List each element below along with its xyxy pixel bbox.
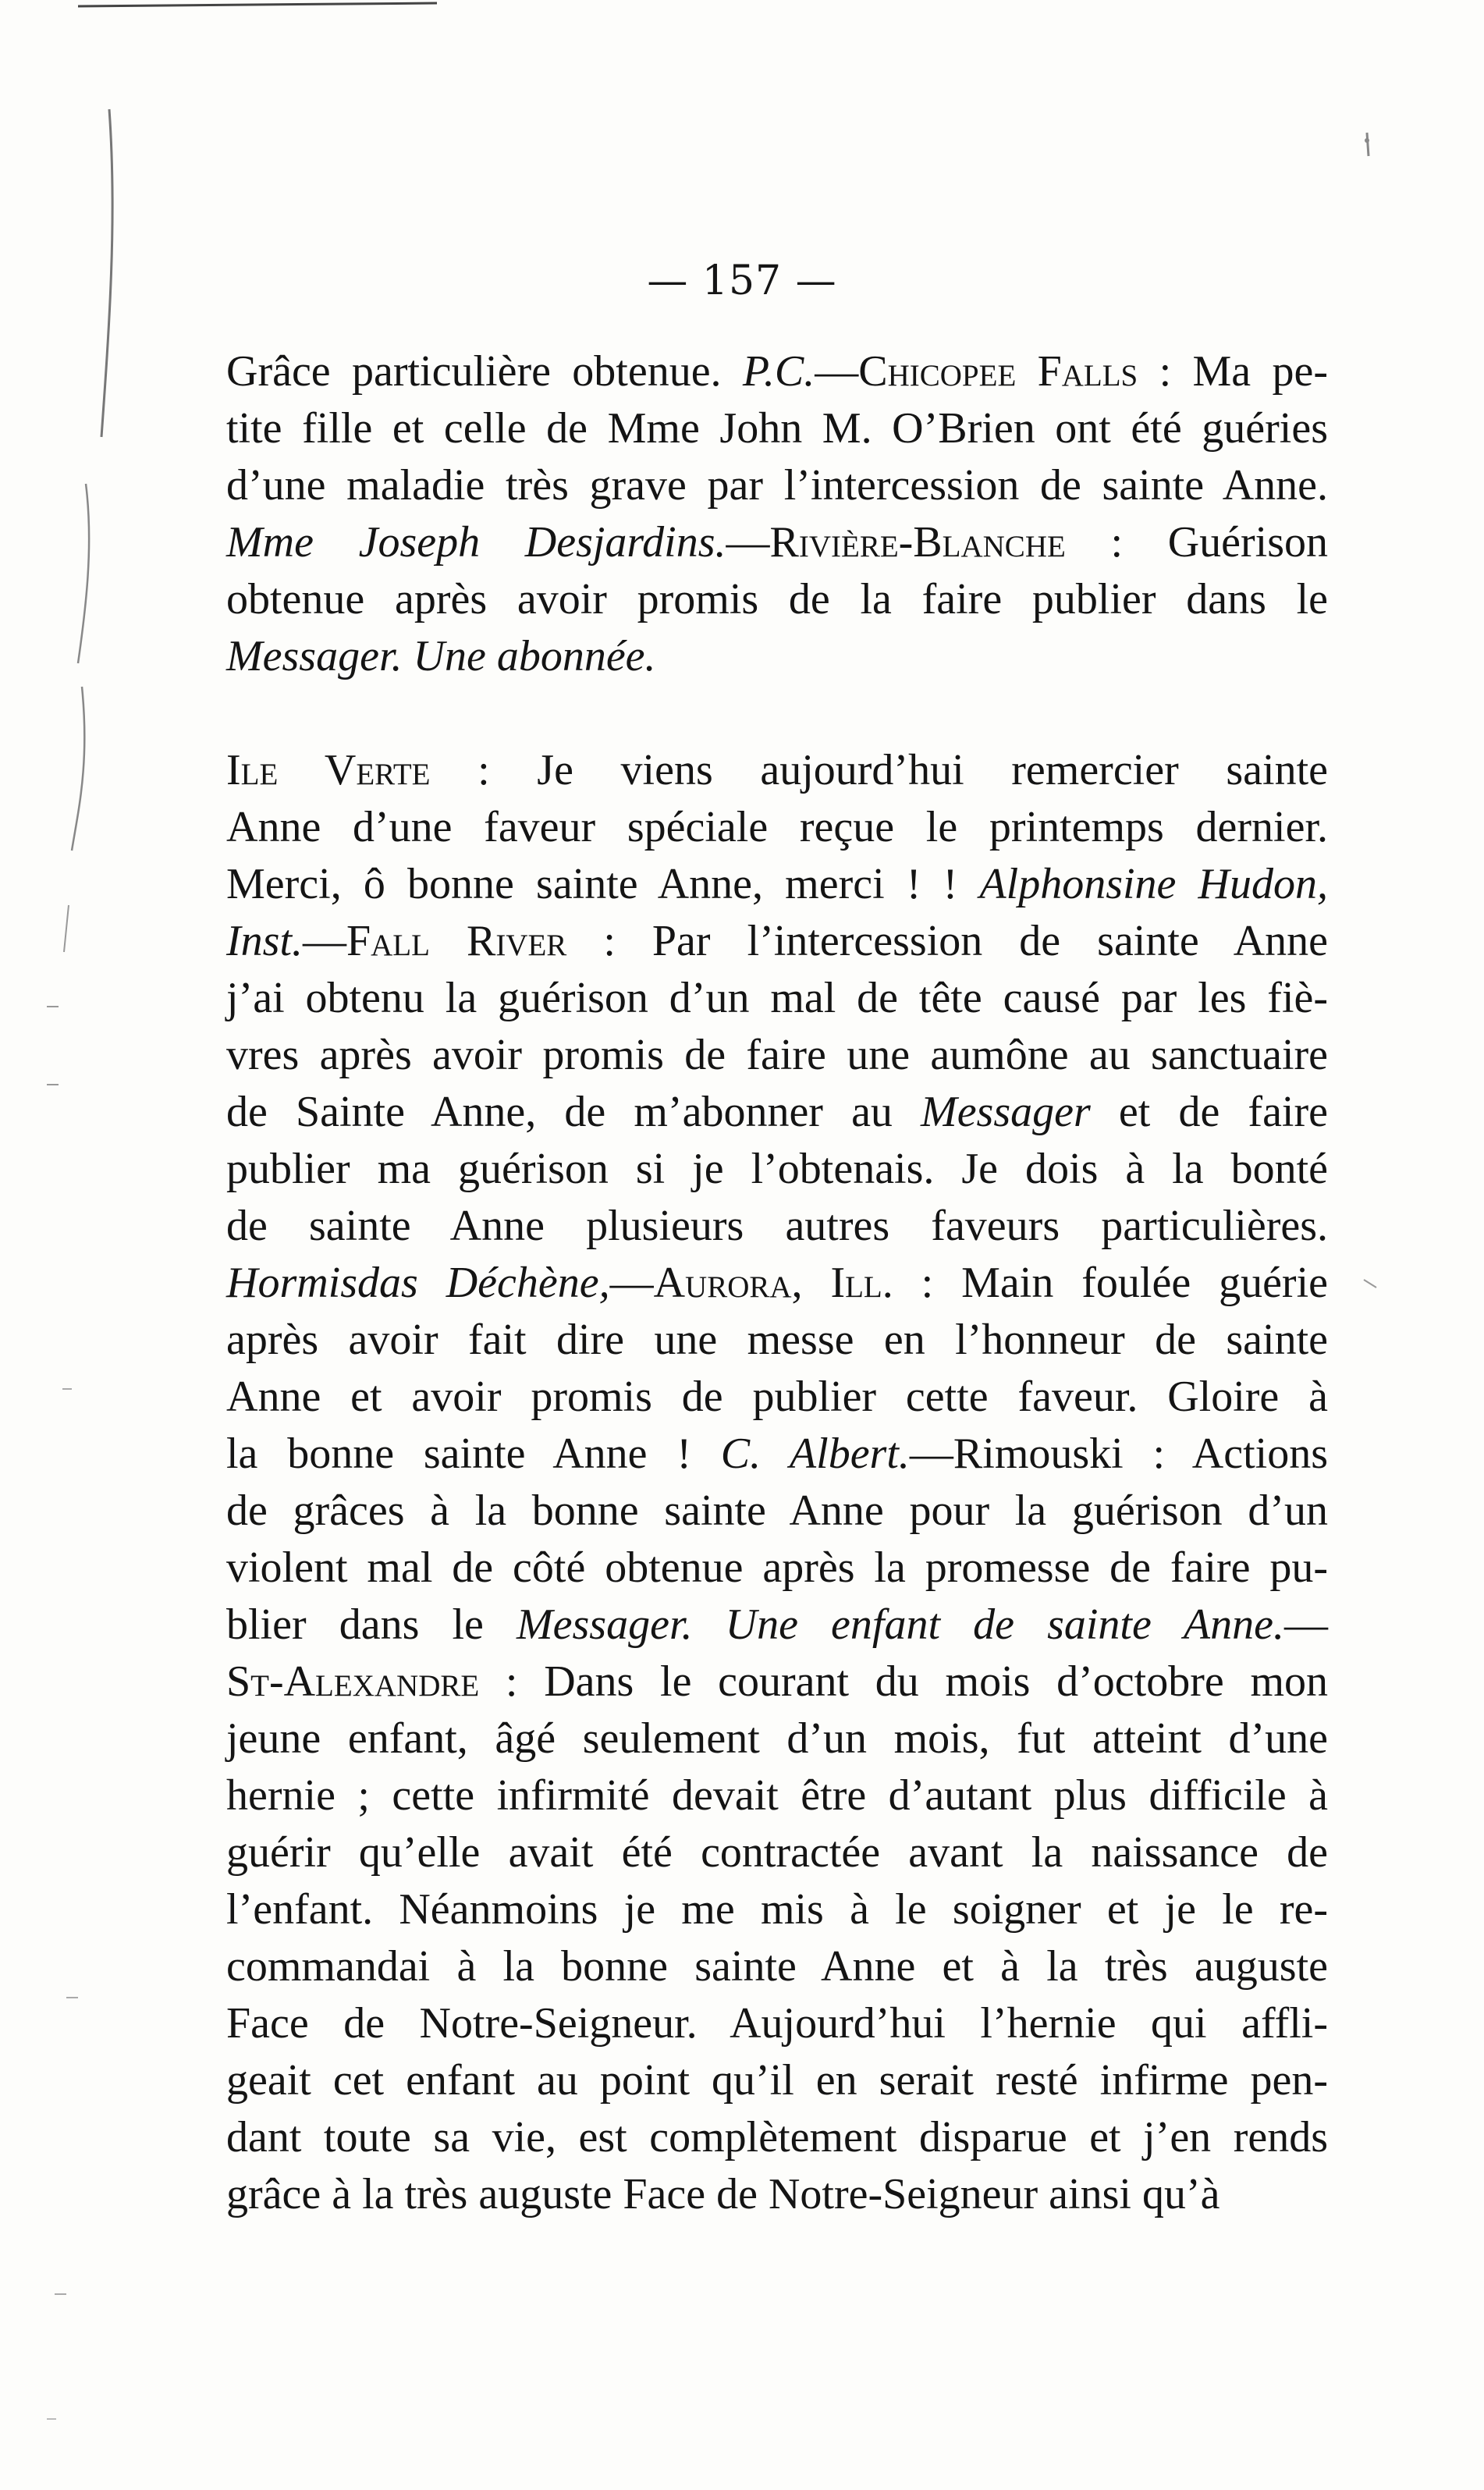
text-line — [226, 1824, 1328, 1881]
text-segment: j’ai obtenu la guérison d’un mal de tête causé par les fiè- — [226, 974, 1328, 1022]
text-line — [226, 742, 1328, 799]
text-segment: : Je viens aujourd’hui remercier sainte — [430, 746, 1328, 794]
text-line — [226, 799, 1328, 856]
text-line — [226, 1540, 1328, 1597]
text-segment: blier dans le — [226, 1600, 517, 1649]
text-line — [226, 2052, 1328, 2109]
text-segment: Anne d’une faveur spéciale reçue le printemps dernier. — [226, 803, 1328, 851]
text-segment: — — [1284, 1600, 1328, 1649]
text-segment: hernie ; cette infirmité devait être d’autant plus difficile à — [226, 1771, 1328, 1820]
text-line — [226, 1198, 1328, 1255]
text-segment: après avoir fait dire une messe en l’honneur de sainte — [226, 1316, 1328, 1364]
text-segment: Grâce particulière obtenue. — [226, 347, 743, 396]
text-line — [226, 1369, 1328, 1426]
text-line — [226, 1426, 1328, 1483]
text-segment: publier ma guérison si je l’obtenais. Je dois à la bonté — [226, 1145, 1328, 1193]
text-segment: guérir qu’elle avait été contractée avant la naissance de — [226, 1828, 1328, 1877]
page-text — [226, 343, 1328, 2223]
text-line — [226, 1881, 1328, 1938]
text-segment: —Rimouski : Actions — [909, 1430, 1329, 1478]
page-number: — 157 — — [647, 258, 837, 304]
text-segment: Messager. Une abonnée. — [226, 632, 656, 680]
text-segment: — — [726, 518, 770, 567]
text-segment: d’une maladie très grave par l’intercession de sainte Anne. — [226, 461, 1328, 510]
text-segment: Anne et avoir promis de publier cette faveur. Gloire à — [226, 1373, 1328, 1421]
text-segment: Rivière-Blanche — [769, 518, 1066, 567]
text-segment: de Sainte Anne, de m’abonner au — [226, 1088, 921, 1136]
text-line — [226, 400, 1328, 457]
text-line — [226, 343, 1328, 400]
text-segment: tite fille et celle de Mme John M. O’Brien ont été guéries — [226, 404, 1328, 453]
text-segment: dant toute sa vie, est complètement disparue et j’en rends — [226, 2113, 1328, 2161]
text-segment: Hormisdas Déchène, — [226, 1259, 610, 1307]
text-segment: C. Albert. — [720, 1430, 910, 1478]
text-segment: : Ma pe- — [1138, 347, 1328, 396]
text-segment: l’enfant. Néanmoins je me mis à le soigner et je le re- — [226, 1885, 1328, 1934]
text-segment: la bonne sainte Anne ! — [226, 1430, 721, 1478]
text-line — [226, 571, 1328, 628]
text-segment: — — [815, 347, 859, 396]
text-line — [226, 1027, 1328, 1084]
text-segment: Face de Notre-Seigneur. Aujourd’hui l’hernie qui affli- — [226, 1999, 1328, 2048]
text-segment: : Guérison — [1065, 518, 1328, 567]
text-segment: Mme Joseph Desjardins. — [226, 518, 726, 567]
text-segment: grâce à la très auguste Face de Notre-Seigneur ainsi qu’à — [226, 2170, 1220, 2218]
text-segment: Merci, ô bonne sainte Anne, merci ! ! — [226, 860, 980, 908]
text-segment: : Dans le courant du mois d’octobre mon — [479, 1657, 1328, 1706]
text-line — [226, 1653, 1328, 1710]
text-segment: Chicopee Falls — [858, 347, 1138, 396]
text-segment: jeune enfant, âgé seulement d’un mois, fut atteint d’une — [226, 1714, 1328, 1763]
text-line — [226, 1084, 1328, 1141]
text-line — [226, 913, 1328, 970]
text-line — [226, 1483, 1328, 1540]
text-line — [226, 856, 1328, 913]
text-segment: de sainte Anne plusieurs autres faveurs particulières. — [226, 1202, 1328, 1250]
text-segment: Aurora, Ill. — [653, 1259, 893, 1307]
text-line — [226, 1312, 1328, 1369]
text-line — [226, 628, 1328, 685]
text-segment: Ile Verte — [226, 746, 431, 794]
text-segment: Alphonsine Hudon, — [979, 860, 1328, 908]
text-line — [226, 1938, 1328, 1995]
text-segment: Messager — [921, 1088, 1091, 1136]
text-segment: vres après avoir promis de faire une aumône au sanctuaire — [226, 1031, 1328, 1079]
text-line — [226, 1597, 1328, 1653]
text-line — [226, 514, 1328, 571]
text-line — [226, 1767, 1328, 1824]
text-segment: Inst. — [226, 917, 303, 965]
text-line — [226, 1710, 1328, 1767]
text-line — [226, 1141, 1328, 1198]
paragraph — [226, 742, 1328, 2223]
text-segment: St-Alexandre — [226, 1657, 480, 1706]
text-segment: : Main foulée guérie — [893, 1259, 1328, 1307]
text-segment: geait cet enfant au point qu’il en serait resté infirme pen- — [226, 2056, 1328, 2105]
text-segment: violent mal de côté obtenue après la promesse de faire pu- — [226, 1543, 1328, 1592]
text-line — [226, 1995, 1328, 2052]
text-segment: Messager. Une enfant de sainte Anne. — [517, 1600, 1284, 1649]
text-segment: : Par l’intercession de sainte Anne — [566, 917, 1328, 965]
text-segment: — — [609, 1259, 654, 1307]
paragraph — [226, 343, 1328, 685]
text-segment: Fall River — [346, 917, 567, 965]
text-segment: et de faire — [1090, 1088, 1328, 1136]
text-line — [226, 457, 1328, 514]
text-segment: P.C. — [742, 347, 815, 396]
text-line — [226, 970, 1328, 1027]
text-line — [226, 2166, 1328, 2223]
text-line — [226, 2109, 1328, 2166]
text-segment: de grâces à la bonne sainte Anne pour la guérison d’un — [226, 1487, 1328, 1535]
text-segment: — — [303, 917, 346, 965]
text-segment: obtenue après avoir promis de la faire publier dans le — [226, 575, 1328, 623]
text-segment: commandai à la bonne sainte Anne et à la très auguste — [226, 1942, 1328, 1991]
text-line — [226, 1255, 1328, 1312]
